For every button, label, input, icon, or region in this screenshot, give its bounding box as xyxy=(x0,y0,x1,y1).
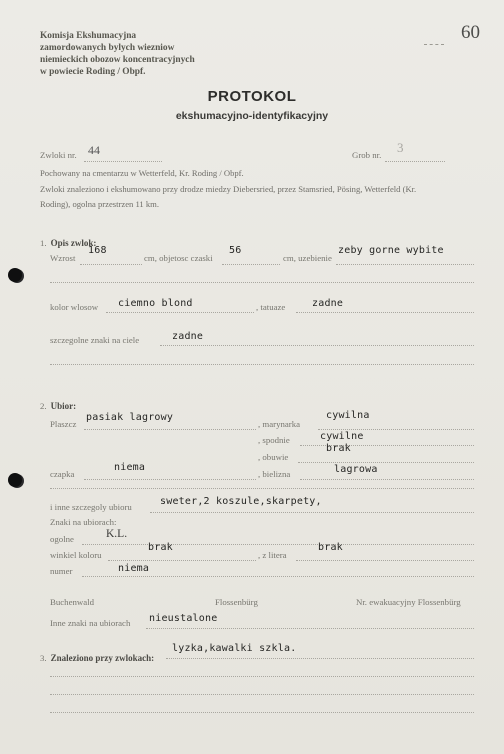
litera-value: brak xyxy=(318,542,343,553)
tatuaze-value: zadne xyxy=(312,298,344,309)
evacuation-number-label: Nr. ewakuacyjny Flossenbürg xyxy=(356,597,461,607)
page-number: 60 xyxy=(461,22,480,43)
page-subtitle: ekshumacyjno-identyfikacyjny xyxy=(175,110,329,122)
litera-label: , z litera xyxy=(258,550,287,560)
kolor-label: kolor wlosow xyxy=(50,302,99,312)
czapka-value: niema xyxy=(114,462,146,473)
punch-hole-top xyxy=(8,268,22,282)
found-text-line-1: Zwloki znaleziono i ekshumowano przy drodze miedzy Diebersried, przez Stamsried, Pösing, Wetterfeld (Kr. xyxy=(40,184,417,194)
header-line-2: zamordowanych bylych wiezniow xyxy=(40,43,175,53)
opis-extra-line xyxy=(50,282,474,283)
grob-label: Grob nr. xyxy=(352,150,382,160)
winkiel-line xyxy=(108,560,256,561)
camp-flossenburg: Flossenbürg xyxy=(215,597,258,607)
plaszcz-value: pasiak lagrowy xyxy=(86,412,174,423)
uzebienie-label: cm, uzebienie xyxy=(283,253,332,263)
commission-header xyxy=(40,30,195,78)
czaski-value: 56 xyxy=(229,245,242,256)
numer-label: numer xyxy=(50,566,73,576)
numer-line xyxy=(82,576,474,577)
page-title: PROTOKOL xyxy=(207,88,297,105)
zwloki-value: 44 xyxy=(88,143,100,157)
ubior-extra-line xyxy=(50,488,474,489)
znaleziono-extra-line-3 xyxy=(50,712,474,713)
winkiel-label: winkiel koloru xyxy=(50,550,102,560)
obuwie-label: , obuwie xyxy=(258,452,289,462)
bielizna-label: , bielizna xyxy=(258,469,291,479)
found-text-line-2: Roding), ogolna przestrzen 11 km. xyxy=(40,199,160,209)
znaki-cialo-line xyxy=(160,345,474,346)
uzebienie-line xyxy=(336,264,474,265)
header-line-3: niemieckich obozow koncentracyjnych xyxy=(40,55,195,65)
znaki-ubior-label: Znaki na ubiorach: xyxy=(50,517,117,527)
plaszcz-label: Plaszcz xyxy=(50,419,77,429)
buried-text: Pochowany na cmentarzu w Wetterfeld, Kr. Roding / Obpf. xyxy=(40,168,244,178)
spodnie-label: , spodnie xyxy=(258,435,290,445)
znaleziono-extra-line-2 xyxy=(50,694,474,695)
marynarka-value: cywilna xyxy=(326,410,370,421)
obuwie-line xyxy=(298,462,474,463)
grob-line xyxy=(385,161,445,162)
wzrost-line xyxy=(80,264,142,265)
section-znaleziono-heading xyxy=(40,648,154,666)
marynarka-label: , marynarka xyxy=(258,419,301,429)
kolor-value: ciemno blond xyxy=(118,298,193,309)
inne-szczegoly-value: sweter,2 koszule,skarpety, xyxy=(160,496,322,507)
section-opis-title: Opis zwlok: xyxy=(50,238,97,248)
grob-value: 3 xyxy=(397,140,404,155)
winkiel-value: brak xyxy=(148,542,173,553)
bielizna-value: lagrowa xyxy=(334,464,378,475)
tatuaze-label: , tatuaze xyxy=(256,302,286,312)
punch-hole-bottom xyxy=(8,473,22,487)
section-opis-number: 1. xyxy=(40,238,47,248)
czaski-label: cm, objetosc czaski xyxy=(144,253,213,263)
znaleziono-value: lyzka,kawalki szkla. xyxy=(172,643,297,654)
znaki-cialo-extra-line xyxy=(50,364,474,365)
znaki-cialo-label: szczegolne znaki na ciele xyxy=(50,335,140,345)
inne-znaki-line xyxy=(146,628,474,629)
ogolne-line xyxy=(82,544,474,545)
litera-line xyxy=(296,560,474,561)
tatuaze-line xyxy=(296,312,474,313)
wzrost-value: 168 xyxy=(88,245,107,256)
page-mark xyxy=(424,44,444,45)
wzrost-label: Wzrost xyxy=(50,253,76,263)
znaki-cialo-value: zadne xyxy=(172,331,204,342)
kolor-line xyxy=(106,312,254,313)
znaleziono-line xyxy=(166,658,474,659)
ogolne-label: ogolne xyxy=(50,534,74,544)
znaleziono-extra-line-1 xyxy=(50,676,474,677)
numer-value: niema xyxy=(118,563,150,574)
plaszcz-line xyxy=(84,429,256,430)
section-znaleziono-title: Znaleziono przy zwlokach: xyxy=(50,653,155,663)
czapka-line xyxy=(84,479,256,480)
spodnie-value: cywilne xyxy=(320,431,364,442)
camp-buchenwald: Buchenwald xyxy=(50,597,94,607)
header-line-4: w powiecie Roding / Obpf. xyxy=(40,67,146,77)
section-ubior-title: Ubior: xyxy=(50,401,77,411)
czaski-line xyxy=(222,264,280,265)
inne-szczegoly-line xyxy=(150,512,474,513)
obuwie-value: brak xyxy=(326,443,351,454)
zwloki-line xyxy=(84,161,162,162)
zwloki-label: Zwloki nr. xyxy=(40,150,77,160)
bielizna-line xyxy=(300,479,474,480)
ogolne-value: K.L. xyxy=(106,528,128,540)
section-ubior-heading xyxy=(40,396,76,414)
section-znaleziono-number: 3. xyxy=(40,653,47,663)
uzebienie-value: zeby gorne wybite xyxy=(338,245,444,256)
marynarka-line xyxy=(318,429,474,430)
section-ubior-number: 2. xyxy=(40,401,47,411)
inne-szczegoly-label: i inne szczegoly ubioru xyxy=(50,502,132,512)
czapka-label: czapka xyxy=(50,469,75,479)
inne-znaki-label: Inne znaki na ubiorach xyxy=(50,618,131,628)
inne-znaki-value: nieustalone xyxy=(149,613,218,624)
header-line-1: Komisja Ekshumacyjna xyxy=(40,31,137,41)
